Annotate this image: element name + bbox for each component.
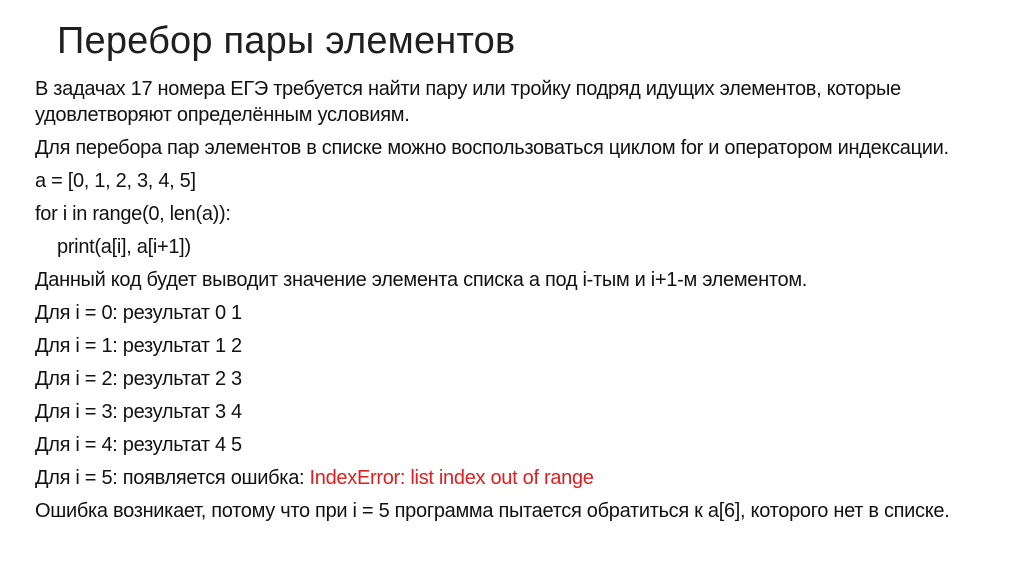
code-line-print: print(a[i], a[i+1]) xyxy=(57,236,191,258)
result-line-i3: Для i = 3: результат 3 4 xyxy=(35,401,242,423)
slide-body xyxy=(35,76,993,531)
slide-title: Перебор пары элементов xyxy=(57,20,516,62)
explanation-paragraph: Данный код будет выводит значение элемента списка a под i-тым и i+1-м элементом. xyxy=(35,269,808,291)
error-line xyxy=(35,465,993,491)
error-line-prefix: Для i = 5: появляется ошибка: xyxy=(35,467,310,489)
intro-paragraph: В задачах 17 номера ЕГЭ требуется найти пару или тройку подряд идущих элементов, которые удовлетворяют определённым условиям. xyxy=(35,78,901,126)
result-line-i0: Для i = 0: результат 0 1 xyxy=(35,302,242,324)
method-paragraph: Для перебора пар элементов в списке можно воспользоваться циклом for и оператором индексации. xyxy=(35,137,949,159)
result-line-i4: Для i = 4: результат 4 5 xyxy=(35,434,242,456)
code-line-for-loop: for i in range(0, len(a)): xyxy=(35,203,231,225)
error-message: IndexError: list index out of range xyxy=(309,467,594,489)
code-line-assignment: a = [0, 1, 2, 3, 4, 5] xyxy=(35,170,196,192)
conclusion-paragraph: Ошибка возникает, потому что при i = 5 программа пытается обратиться к a[6], которого нет в списке. xyxy=(35,500,950,522)
result-line-i1: Для i = 1: результат 1 2 xyxy=(35,335,242,357)
result-line-i2: Для i = 2: результат 2 3 xyxy=(35,368,242,390)
